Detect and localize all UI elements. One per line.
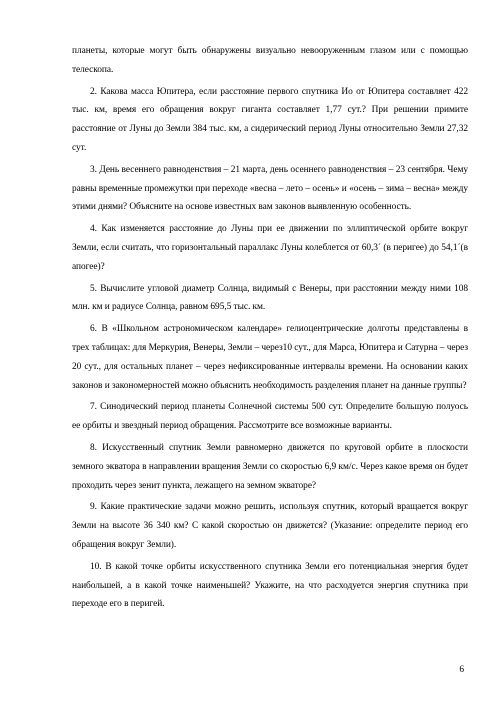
- document-body: [72, 42, 468, 617]
- page-number: 6: [459, 665, 464, 675]
- problem-4: 4. Как изменяется расстояние до Луны при ее движении по эллиптической орбите вокруг Земли, если считать, что горизонтальный параллакс Луны колеблется от 60,3´ (в перигее) до 54,1´(в апогее)?: [72, 224, 468, 272]
- problem-9: 9. Какие практические задачи можно решить, используя спутник, который вращается вокруг Земли на высоте 36 340 км? С какой скоростью он движется? (Указание: определите период его обращения вокруг Земли).: [72, 502, 468, 550]
- problem-3: 3. День весеннего равноденствия – 21 марта, день осеннего равноденствия – 23 сентября. Чему равны временные промежутки при переходе «весна – лето – осень» и «осень – зима – весна» между этими днями? Объясните на основе известных вам законов выявленную особенность.: [72, 164, 468, 213]
- paragraph-continuation: планеты, которые могут быть обнаружены визуально невооруженным глазом или с помощью телескопа.: [72, 46, 468, 75]
- problem-5: 5. Вычислите угловой диаметр Солнца, видимый с Венеры, при расстоянии между ними 108 млн. км и радиусе Солнца, равном 695,5 тыс. км.: [72, 283, 468, 313]
- problem-6: 6. В «Школьном астрономическом календаре» гелиоцентрические долготы представлены в трех таблицах: для Меркурия, Венеры, Земли – через10 сут., для Марса, Юпитера и Сатурна – через 20 сут., для остальных планет – через нефиксированные интервалы времени. На основании каких законов и закономерностей можно объяснить необходимость разделения планет на данные группы?: [72, 324, 468, 391]
- problem-8: 8. Искусственный спутник Земли равномерно движется по круговой орбите в плоскости земного экватора в направлении вращения Земли со скоростью 6,9 км/с. Через какое время он будет проходить через зенит пункта, лежащего на земном экваторе?: [72, 442, 468, 491]
- problem-2: 2. Какова масса Юпитера, если расстояние первого спутника Ио от Юпитера составляет 422 тыс. км, время его обращения вокруг гиганта составляет 1,77 сут.? При решении примите расстояние от Луны до Земли 384 тыс. км, а сидерический период Луны относительно Земли 27,32 сут.: [72, 86, 468, 153]
- problem-7: 7. Синодический период планеты Солнечной системы 500 сут. Определите большую полуось ее орбиты и звездный период обращения. Рассмотрите все возможные варианты.: [72, 402, 468, 432]
- problem-10: 10. В какой точке орбиты искусственного спутника Земли его потенциальная энергия будет наибольшей, а в какой точке наименьшей? Укажите, на что расходуется энергия спутника при переходе его в перигей.: [72, 561, 468, 610]
